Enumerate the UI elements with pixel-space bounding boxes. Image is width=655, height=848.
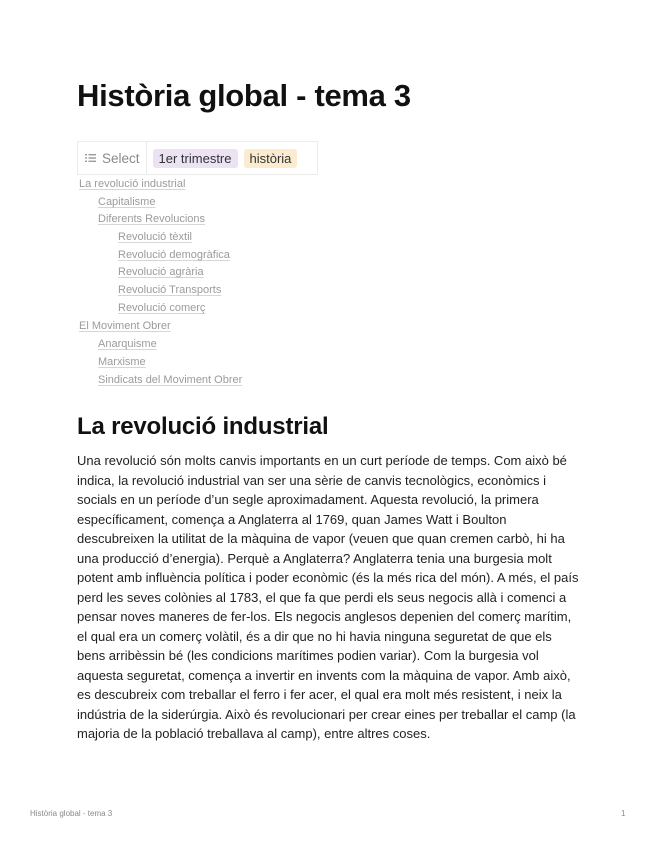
toc-item-revolucio-industrial[interactable]: La revolució industrial	[79, 178, 186, 190]
select-property[interactable]	[78, 142, 147, 174]
toc-item-revolucio-transports[interactable]: Revolució Transports	[118, 284, 222, 296]
toc-item-anarquisme[interactable]: Anarquisme	[98, 338, 157, 350]
toc-item-revolucio-agraria[interactable]: Revolució agrària	[118, 266, 204, 278]
properties-row	[77, 141, 318, 175]
toc-item-moviment-obrer[interactable]: El Moviment Obrer	[79, 320, 171, 332]
toc-item-revolucio-comerc[interactable]: Revolució comerç	[118, 302, 206, 314]
toc-item-revolucio-textil[interactable]: Revolució tèxtil	[118, 231, 192, 243]
toc-item-marxisme[interactable]: Marxisme	[98, 356, 146, 368]
list-icon	[85, 153, 96, 163]
toc-item-sindicats[interactable]: Sindicats del Moviment Obrer	[98, 374, 243, 386]
toc-item-revolucio-demografica[interactable]: Revolució demogràfica	[118, 249, 230, 261]
select-label: Select	[102, 150, 140, 166]
tag-history[interactable]: història	[244, 149, 298, 168]
section-heading: La revolució industrial	[77, 413, 329, 440]
section-paragraph: Una revolució són molts canvis importants en un curt període de temps. Com això bé indica, la revolució industrial van ser una sèrie de canvis tecnològics, econòmics i socials en un període d’un segle aproximadament. Aquesta revolució, la primera específicament, comença a Anglaterra al 1769, quan James Watt i Boulton descubreixen la utilitat de la màquina de vapor (veuen que quan cremen carbò, hi ha una producció d’energia). Perquè a Anglaterra? Anglaterra tenia una burgesia molt potent amb influència política i poder econòmic (és la més rica del món). A més, el país perd les seves colònies al 1783, el que fa que perdi els seus negocis allà i comenci a pensar noves maneres de fer-los. Els negocis anglesos depenien del comerç marítim, el qual era un comerç volàtil, és a dir que no hi havia ninguna seguretat de que els bens arribèssin bé (les condicions marítimes podien variar). Com la burgesia vol aquesta seguretat, comença a invertir en invents com la màquina de vapor. Amb això, es descubreix com treballar el ferro i fer acer, el qual era molt més resistent, i neix la indústria de la siderúrgia. Això és revolucionari per crear eines per treballar el camp (la majoria de la població treballava al camp), entre altres coses.	[77, 453, 579, 741]
footer-title: Història global - tema 3	[30, 809, 113, 818]
toc-item-diferents-revolucions[interactable]: Diferents Revolucions	[98, 213, 205, 225]
toc-item-capitalisme[interactable]: Capitalisme	[98, 196, 156, 208]
page-title: Història global - tema 3	[77, 78, 411, 113]
tag-trimester[interactable]: 1er trimestre	[153, 149, 238, 168]
page-number: 1	[621, 809, 626, 818]
